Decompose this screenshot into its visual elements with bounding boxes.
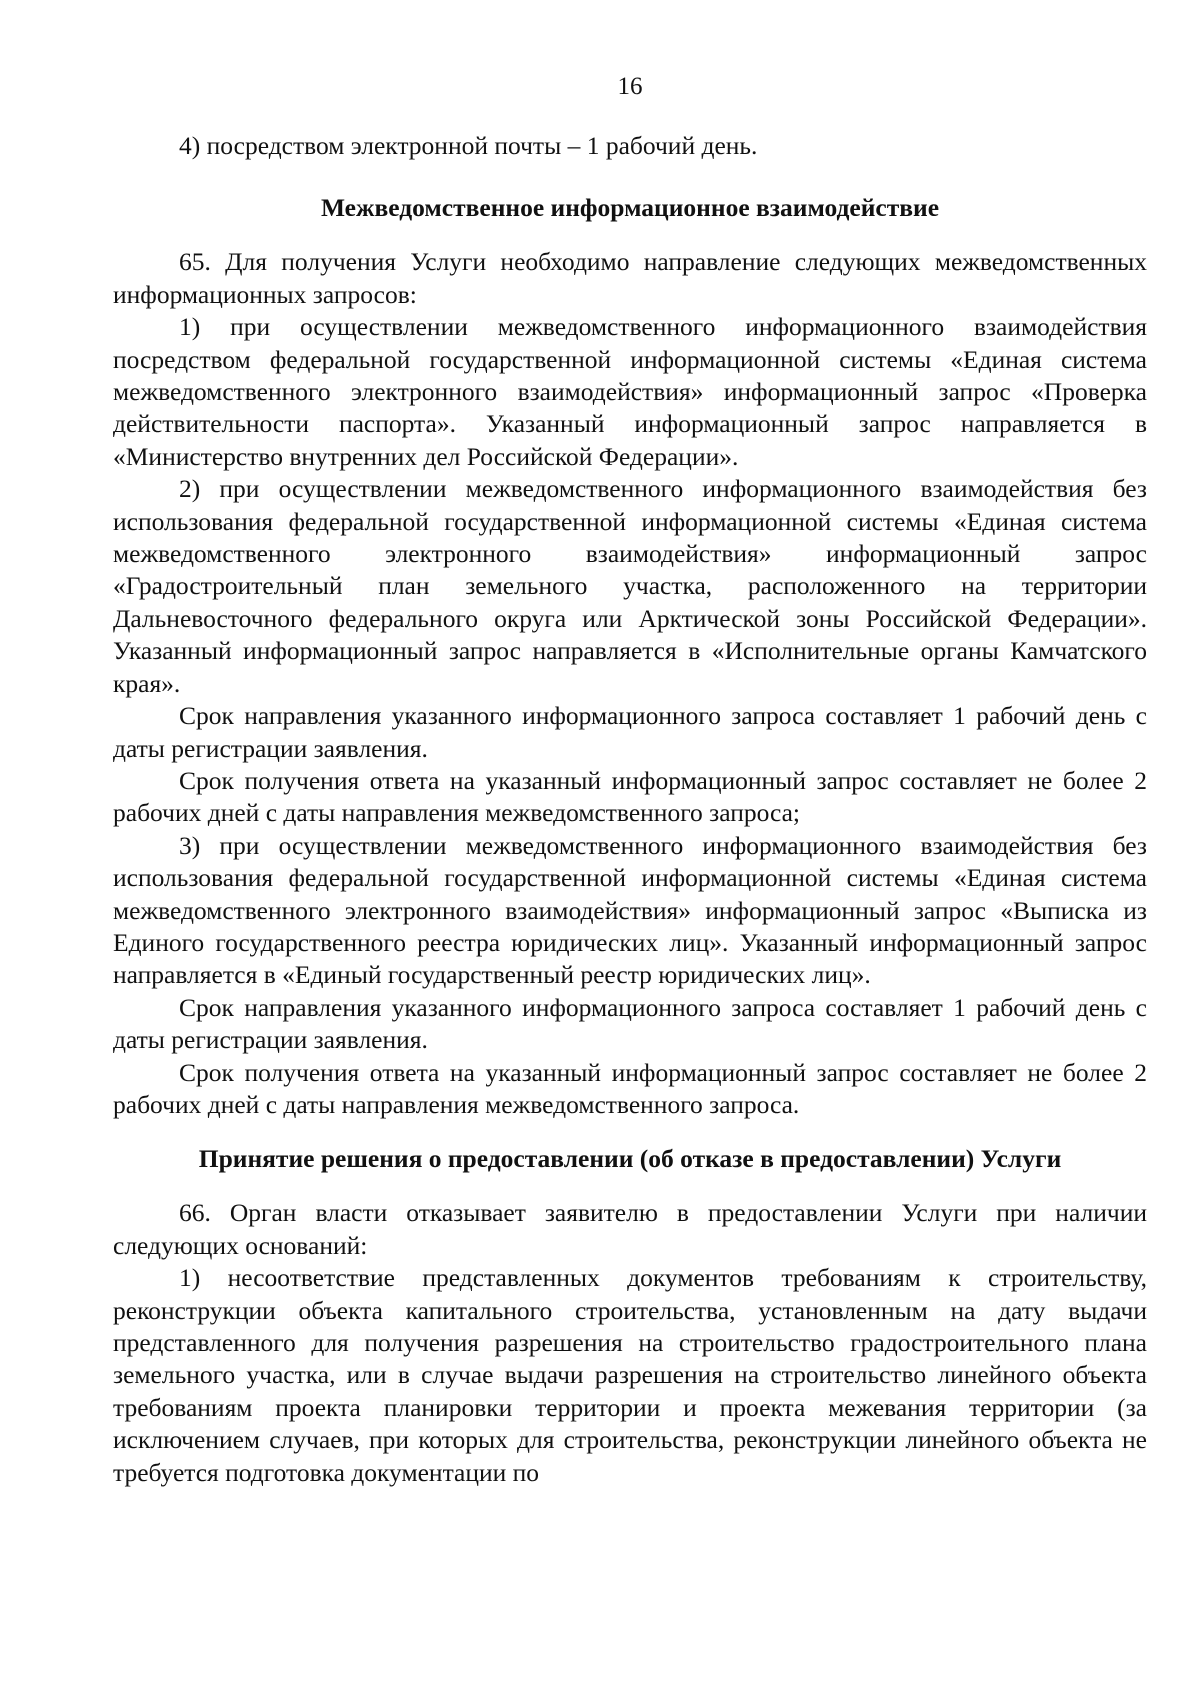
paragraph: 3) при осуществлении межведомственного информационного взаимодействия без использования федеральной государственной информационной системы «Единая система межведомственного электронного взаимодействия» информационный запрос «Выписка из Единого государственного реестра юридических лиц». Указанный информационный запрос направляется в «Единый государственный реестр юридических лиц».	[113, 830, 1147, 990]
page-number: 16	[617, 73, 643, 100]
paragraph: 1) при осуществлении межведомственного информационного взаимодействия посредством федеральной государственной информационной системы «Единая система межведомственного электронного взаимодействия» информационный запрос «Проверка действительности паспорта». Указанный информационный запрос направляется в «Министерство внутренних дел Российской Федерации».	[113, 312, 1147, 471]
paragraph: 65. Для получения Услуги необходимо направление следующих межведомственных информационных запросов:	[113, 247, 1147, 309]
paragraph: 2) при осуществлении межведомственного информационного взаимодействия без использования федеральной государственной информационной системы «Единая система межведомственного электронного взаимодействия» информационный запрос «Градостроительный план земельного участка, расположенного на территории Дальневосточного федерального округа или Арктической зоны Российской Федерации». Указанный информационный запрос направляется в «Исполнительные органы Камчатского края».	[113, 474, 1147, 698]
paragraph: Срок получения ответа на указанный информационный запрос составляет не более 2 рабочих дней с даты направления межведомственного запроса.	[113, 1057, 1147, 1119]
paragraph: Срок направления указанного информационного запроса составляет 1 рабочий день с даты регистрации заявления.	[113, 701, 1147, 763]
document-body	[113, 130, 1147, 1489]
paragraph: Срок направления указанного информационного запроса составляет 1 рабочий день с даты регистрации заявления.	[113, 992, 1147, 1055]
paragraph: 66. Орган власти отказывает заявителю в предоставлении Услуги при наличии следующих оснований:	[113, 1198, 1147, 1260]
section-heading: Межведомственное информационное взаимодействие	[320, 193, 940, 223]
paragraph: 4) посредством электронной почты – 1 рабочий день.	[179, 131, 758, 160]
paragraph: Срок получения ответа на указанный информационный запрос составляет не более 2 рабочих дней с даты направления межведомственного запроса;	[113, 765, 1147, 828]
paragraph: 1) несоответствие представленных документов требованиям к строительству, реконструкции объекта капитального строительства, установленным на дату выдачи представленного для получения разрешения на строительство градостроительного плана земельного участка, или в случае выдачи разрешения на строительство линейного объекта требованиям проекта планировки территории и проекта межевания территории (за исключением случаев, при которых для строительства, реконструкции линейного объекта не требуется подготовка документации по	[113, 1263, 1147, 1487]
section-heading: Принятие решения о предоставлении (об отказе в предоставлении) Услуги	[198, 1144, 1062, 1174]
